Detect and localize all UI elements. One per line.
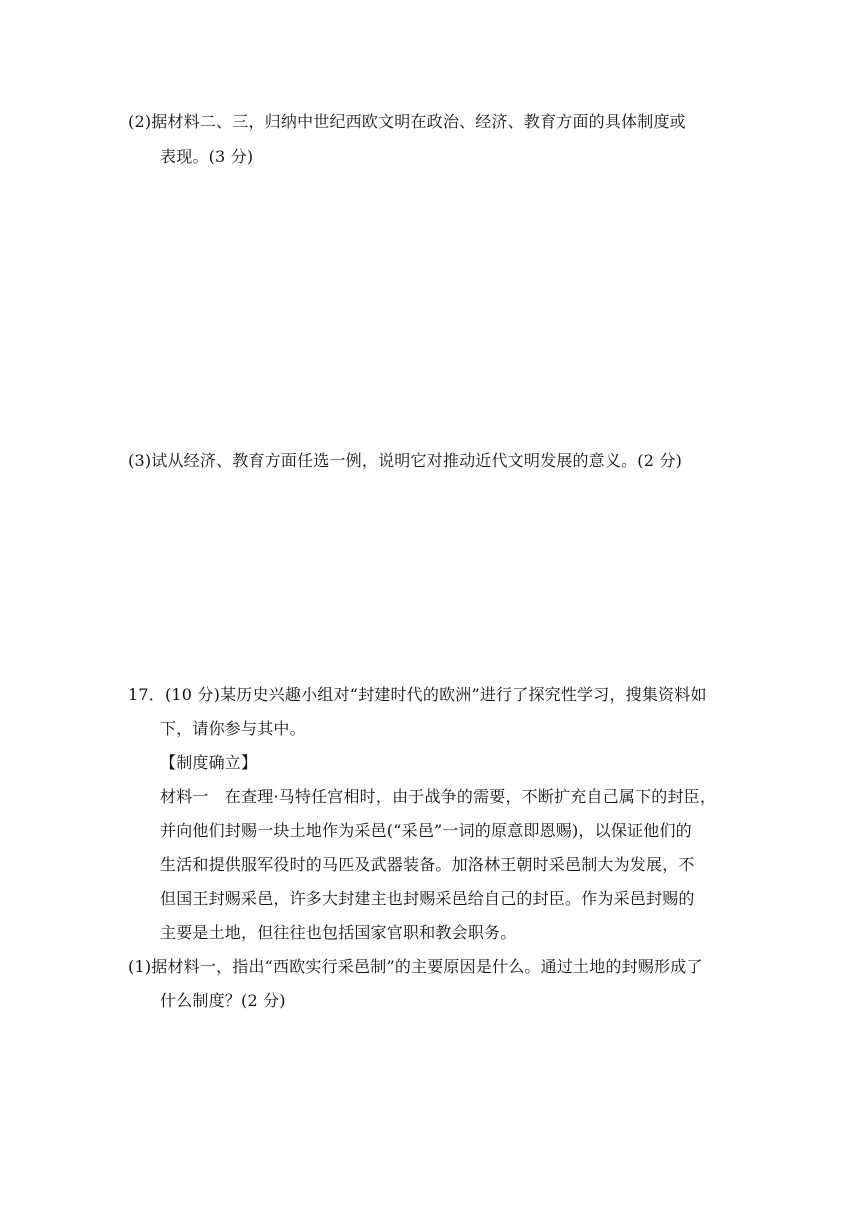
material-1-line-2: 并向他们封赐一块土地作为采邑(“采邑”一词的原意即恩赐)，以保证他们的	[160, 821, 692, 840]
question-17-intro-line-2: 下，请你参与其中。	[160, 719, 306, 738]
sub-question-1-line-2: 什么制度？(2 分)	[160, 991, 286, 1010]
material-1-line-1: 材料一 在查理·马特任宫相时，由于战争的需要，不断扩充自己属下的封臣，	[160, 787, 717, 806]
material-1-line-3: 生活和提供服军役时的马匹及武器装备。加洛林王朝时采邑制大为发展，不	[160, 855, 695, 874]
sub-question-1-line-1: (1)据材料一，指出“西欧实行采邑制”的主要原因是什么。通过土地的封赐形成了	[128, 957, 703, 976]
material-1-line-4: 但国王封赐采邑，许多大封建主也封赐采邑给自己的封臣。作为采邑封赐的	[160, 889, 695, 908]
question-2-line-1: (2)据材料二、三，归纳中世纪西欧文明在政治、经济、教育方面的具体制度或	[128, 112, 686, 131]
question-2-line-2: 表现。(3 分)	[160, 147, 254, 166]
section-heading: 【制度确立】	[160, 753, 258, 772]
question-3-line-1: (3)试从经济、教育方面任选一例，说明它对推动近代文明发展的意义。(2 分)	[128, 451, 683, 470]
material-1-line-5: 主要是土地，但往往也包括国家官职和教会职务。	[160, 923, 517, 942]
question-17-intro-line-1: 17．(10 分)某历史兴趣小组对“封建时代的欧洲”进行了探究性学习，搜集资料如	[128, 685, 707, 704]
